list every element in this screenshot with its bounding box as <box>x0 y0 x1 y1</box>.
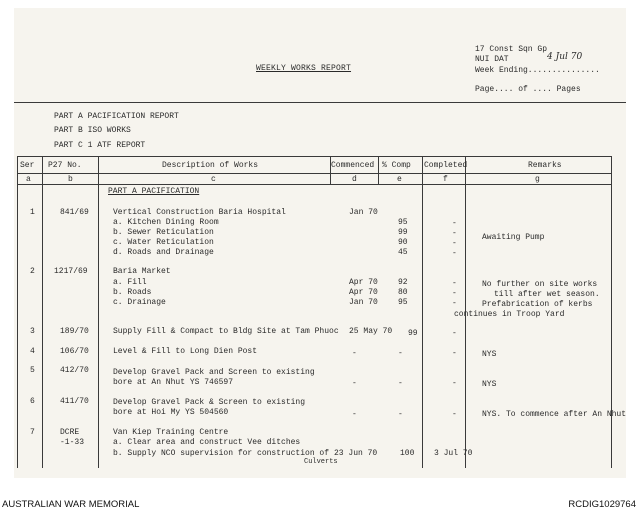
row-comp: - <box>398 349 403 358</box>
row-p27: 1217/69 <box>54 267 88 276</box>
row-ser: 5 <box>30 366 35 375</box>
row-completed: - <box>452 299 457 308</box>
row-completed: - <box>452 239 457 248</box>
row-comp: 95 <box>398 218 408 227</box>
table-top-border <box>17 156 612 157</box>
row-comp: 99 <box>408 329 418 338</box>
row-completed: - <box>452 349 457 358</box>
footer-right: RCDIG1029764 <box>568 499 636 510</box>
row-description: bore at An Nhut YS 746597 <box>113 378 234 387</box>
letter-a: a <box>26 175 31 184</box>
row-completed: - <box>452 229 457 238</box>
row-remarks: Prefabrication of kerbs <box>482 300 593 309</box>
letter-row-divider <box>17 184 612 185</box>
row-completed: - <box>452 279 457 288</box>
row-description: a. Fill <box>113 278 147 287</box>
header-description: Description of Works <box>162 161 259 170</box>
row-description: d. Roads and Drainage <box>113 248 214 257</box>
row-remarks: Awaiting Pump <box>482 233 545 242</box>
part-a-label: PART A PACIFICATION REPORT <box>54 112 179 121</box>
row-commenced: 25 May 70 <box>349 327 393 336</box>
table-left-border <box>17 156 18 468</box>
row-description: Vertical Construction Baria Hospital <box>113 208 286 217</box>
row-completed: - <box>452 289 457 298</box>
table-right-border <box>611 156 612 468</box>
header-p27: P27 No. <box>48 161 82 170</box>
row-description: b. Supply NCO supervision for construction of <box>113 449 330 458</box>
row-comp: 80 <box>398 288 408 297</box>
row-comp: 95 <box>398 298 408 307</box>
document-page <box>14 8 626 478</box>
row-completed: - <box>452 410 457 419</box>
row-remarks: NYS <box>482 380 497 389</box>
row-comp: 90 <box>398 238 408 247</box>
row-ser: 6 <box>30 397 35 406</box>
header-remarks: Remarks <box>528 161 562 170</box>
header-comp: % Comp <box>382 161 411 170</box>
part-c-label: PART C 1 ATF REPORT <box>54 141 146 150</box>
section-title: PART A PACIFICATION <box>108 187 200 196</box>
row-description: b. Roads <box>113 288 152 297</box>
week-ending: Week Ending............... <box>475 66 600 75</box>
letter-e: e <box>397 175 402 184</box>
col-divider-p27 <box>98 156 99 468</box>
report-date: 4 Jul 70 <box>547 52 583 62</box>
row-comp: 99 <box>398 228 408 237</box>
row-description: a. Kitchen Dining Room <box>113 218 219 227</box>
row-completed: - <box>452 249 457 258</box>
row-ser: 4 <box>30 347 35 356</box>
row-remarks: NYS <box>482 350 497 359</box>
row-remarks: till after wet season. <box>494 290 600 299</box>
row-p27: 411/70 <box>60 397 89 406</box>
row-completed: 3 Jul 70 <box>434 449 473 458</box>
row-completed: - <box>452 329 457 338</box>
row-commenced: - <box>352 379 357 388</box>
header-completed: Completed <box>424 161 468 170</box>
row-description: c. Water Reticulation <box>113 238 214 247</box>
row-ser: 1 <box>30 208 35 217</box>
row-comp: 45 <box>398 248 408 257</box>
row-ser: 3 <box>30 327 35 336</box>
row-commenced: - <box>352 410 357 419</box>
header-commenced: Commenced <box>331 161 375 170</box>
letter-c: c <box>211 175 216 184</box>
row-description: b. Sewer Reticulation <box>113 228 214 237</box>
header-divider <box>17 173 612 174</box>
row-description: Develop Gravel Pack and Screen to existing <box>113 368 315 377</box>
row-description: Van Kiep Training Centre <box>113 428 229 437</box>
row-p27: 841/69 <box>60 208 89 217</box>
row-remarks: continues in Troop Yard <box>454 310 565 319</box>
row-p27: 412/70 <box>60 366 89 375</box>
culverts-note: Culverts <box>304 458 338 466</box>
row-ser: 2 <box>30 267 35 276</box>
top-divider <box>14 102 626 103</box>
col-divider-commenced <box>378 156 379 184</box>
row-comp: 100 <box>400 449 415 458</box>
row-description: bore at Hoi My YS 504560 <box>113 408 229 417</box>
row-commenced: Apr 70 <box>349 288 378 297</box>
row-description: a. Clear area and construct Vee ditches <box>113 438 301 447</box>
letter-g: g <box>535 175 540 184</box>
row-commenced: 23 Jun 70 <box>334 449 378 458</box>
row-description: c. Drainage <box>113 298 166 307</box>
footer-left: AUSTRALIAN WAR MEMORIAL <box>2 499 140 510</box>
location: NUI DAT <box>475 55 509 64</box>
row-comp: 92 <box>398 278 408 287</box>
header-ser: Ser <box>20 161 35 170</box>
col-divider-comp <box>422 156 423 468</box>
part-b-label: PART B ISO WORKS <box>54 126 131 135</box>
row-description: Supply Fill & Compact to Bldg Site at Tam Phuoc <box>113 327 339 336</box>
row-remarks: NYS. To commence after An Nhut <box>482 410 627 419</box>
row-description: Level & Fill to Long Dien Post <box>113 347 258 356</box>
letter-f: f <box>443 175 448 184</box>
col-divider-ser <box>42 156 43 468</box>
row-commenced: Jan 70 <box>349 208 378 217</box>
page-title: WEEKLY WORKS REPORT <box>256 64 352 73</box>
row-p27: 189/70 <box>60 327 89 336</box>
row-completed: - <box>452 219 457 228</box>
row-description: Develop Gravel Pack & Screen to existing <box>113 398 306 407</box>
row-comp: - <box>398 410 403 419</box>
row-commenced: Jan 70 <box>349 298 378 307</box>
letter-d: d <box>352 175 357 184</box>
page-count: Page.... of .... Pages <box>475 85 581 94</box>
row-ser: 7 <box>30 428 35 437</box>
row-commenced: Apr 70 <box>349 278 378 287</box>
row-completed: - <box>452 379 457 388</box>
row-p27: -1-33 <box>60 438 85 447</box>
row-remarks: No further on site works <box>482 280 598 289</box>
row-description: Baria Market <box>113 267 171 276</box>
unit-name: 17 Const Sqn Gp <box>475 45 548 54</box>
letter-b: b <box>68 175 73 184</box>
row-p27: DCRE <box>60 428 80 437</box>
row-commenced: - <box>352 349 357 358</box>
row-p27: 106/70 <box>60 347 89 356</box>
row-comp: - <box>398 379 403 388</box>
